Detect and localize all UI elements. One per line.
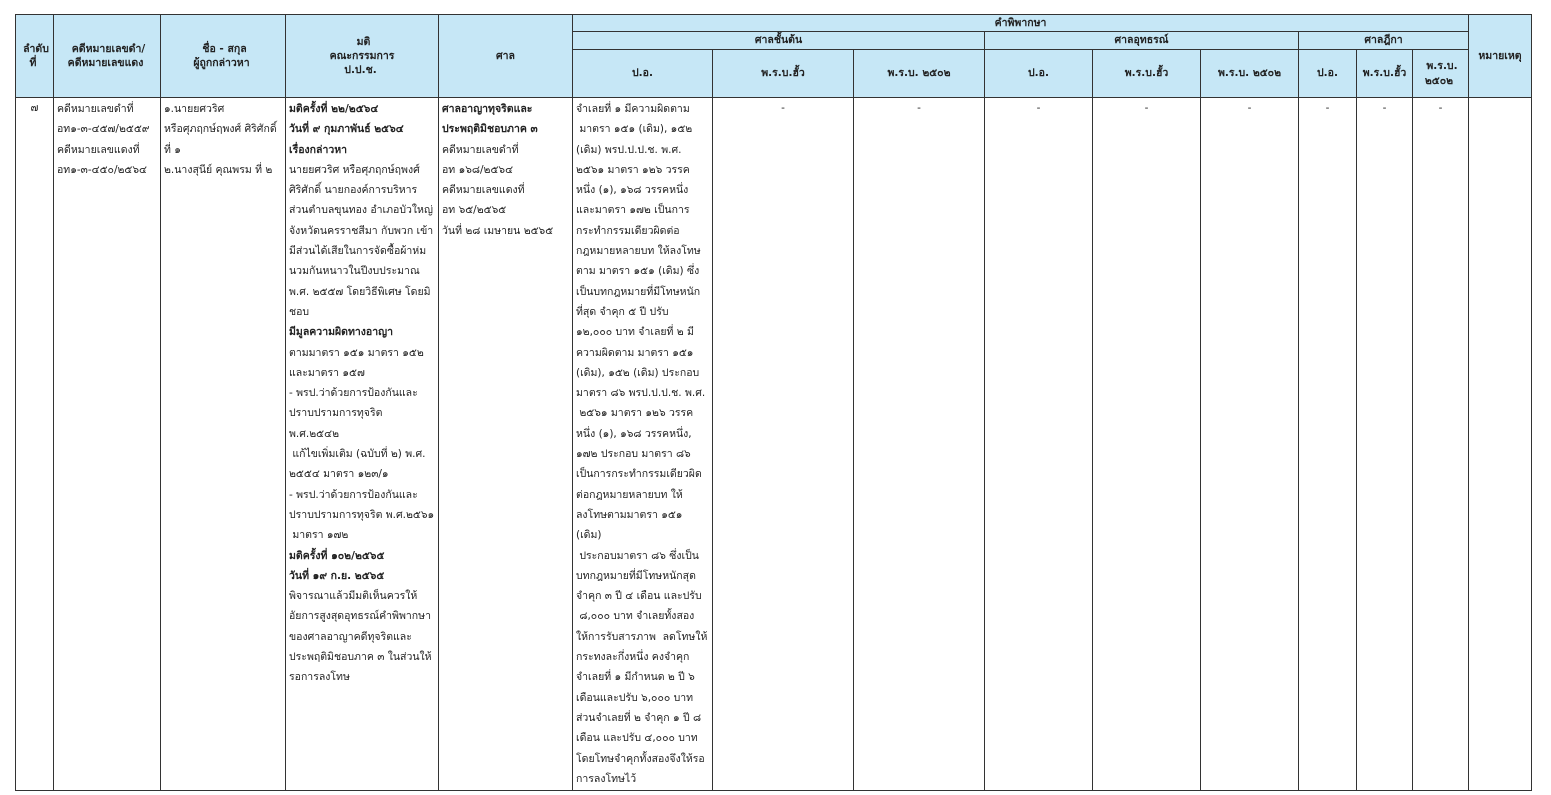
cell-remarks (1469, 98, 1532, 791)
resolution-text-1: นายยศวริศ หรือศุภฤกษ์ฤพงศ์ ศิริศักดิ์ นายกองค์การบริหารส่วนตำบลขุนทอง อำเภอบัวใหญ่ จังหวัดนครราชสีมา กับพวก เข้ามีส่วนได้เสียในการจัดซื้อผ้าห่มนวมกันหนาวในปีงบประมาณ พ.ศ. ๒๕๕๗ โดยวิธีพิเศษ โดยมิชอบ (289, 163, 434, 318)
table-row (16, 98, 1532, 791)
header-first-court: ศาลชั้นต้น (573, 32, 985, 50)
cell-resolution (286, 98, 439, 791)
header-first-2502: พ.ร.บ. ๒๕๐๒ (854, 50, 985, 98)
header-case-no: คดีหมายเลขดำ/ คดีหมายเลขแดง (54, 15, 161, 98)
header-judgment: คำพิพากษา (573, 15, 1469, 32)
header-accused: ชื่อ - สกุล ผู้ถูกกล่าวหา (161, 15, 286, 98)
cell-first-criminal: จำเลยที่ ๑ มีความผิดตาม มาตรา ๑๕๑ (เดิม), ๑๕๒ (เดิม) พรป.ป.ป.ช. พ.ศ. ๒๕๖๑ มาตรา ๑๒๖ วรรค หนึ่ง (๑), ๑๖๘ วรรคหนึ่ง และมาตรา ๑๗๒ เป็นการ กระทำกรรมเดียวผิดต่อ กฎหมายหลายบท ให้ลงโทษ ตาม มาตรา ๑๕๑ (เดิม) ซึ่ง เป็นบทกฎหมายที่มีโทษหนัก ที่สุด จำคุก ๕ ปี ปรับ ๑๒,๐๐๐ บาท จำเลยที่ ๒ มี ความผิดตาม มาตรา ๑๕๑ (เดิม), ๑๕๒ (เดิม) ประกอบ มาตรา ๘๖ พรป.ป.ป.ช. พ.ศ. ๒๕๖๑ มาตรา ๑๒๖ วรรค หนึ่ง (๑), ๑๖๘ วรรคหนึ่ง, ๑๗๒ ประกอบ มาตรา ๘๖ เป็นการกระทำกรรมเดียวผิด ต่อกฎหมายหลายบท ให้ ลงโทษตามมาตรา ๑๕๑ (เดิม) ประกอบมาตรา ๘๖ ซึ่งเป็น บทกฎหมายที่มีโทษหนักสุด จำคุก ๓ ปี ๔ เดือน และปรับ ๘,๐๐๐ บาท จำเลยทั้งสอง ให้การรับสารภาพ ลดโทษให้ กระทงละกึ่งหนึ่ง คงจำคุก จำเลยที่ ๑ มีกำหนด ๒ ปี ๖ เดือนและปรับ ๖,๐๐๐ บาท ส่วนจำเลยที่ ๒ จำคุก ๑ ปี ๘ เดือน และปรับ ๔,๐๐๐ บาท โดยโทษจำคุกทั้งสองจึงให้รอ การลงโทษไว้ (573, 98, 713, 791)
resolution-heading-2: วันที่ ๙ กุมภาพันธ์ ๒๕๖๔ (289, 123, 404, 136)
header-supreme-court: ศาลฎีกา (1299, 32, 1469, 50)
cell-appeal-pra: - (1093, 98, 1201, 791)
header-appeal-court: ศาลอุทธรณ์ (985, 32, 1299, 50)
header-supreme-pra: พ.ร.บ.ฮั้ว (1357, 50, 1413, 98)
resolution-heading-4: มีมูลความผิดทางอาญา (289, 326, 393, 339)
cell-seq: ๗ (16, 98, 54, 791)
header-court: ศาล (439, 15, 573, 98)
header-appeal-criminal: ป.อ. (985, 50, 1093, 98)
resolution-text-2: ตามมาตรา ๑๕๑ มาตรา ๑๕๒ และมาตรา ๑๕๗ - พรป.ว่าด้วยการป้องกันและปราบปรามการทุจริต พ.ศ.๒๕๔๒ แก้ไขเพิ่มเติม (ฉบับที่ ๒) พ.ศ. ๒๕๕๔ มาตรา ๑๒๓/๑ - พรป.ว่าด้วยการป้องกันและปราบปรามการทุจริต พ.ศ.๒๕๖๑ มาตรา ๑๗๒ (289, 346, 435, 542)
resolution-heading-5: มติครั้งที่ ๑๐๒/๒๕๖๕ (289, 549, 385, 562)
header-resolution: มติ คณะกรรมการ ป.ป.ช. (286, 15, 439, 98)
cell-supreme-pra: - (1357, 98, 1413, 791)
header-seq: ลำดับที่ (16, 15, 54, 98)
header-first-criminal: ป.อ. (573, 50, 713, 98)
cell-court (439, 98, 573, 791)
header-supreme-2502: พ.ร.บ. ๒๕๐๒ (1413, 50, 1469, 98)
header-appeal-pra: พ.ร.บ.ฮั้ว (1093, 50, 1201, 98)
verdict-table (15, 14, 1532, 791)
resolution-text-3: พิจารณาแล้วมีมติเห็นควรให้อัยการสูงสุดอุทธรณ์คำพิพากษาของศาลอาญาคดีทุจริตและประพฤติมิชอบภาค ๓ ในส่วนให้รอการลงโทษ (289, 590, 432, 684)
cell-supreme-2502: - (1413, 98, 1469, 791)
header-first-pra: พ.ร.บ.ฮั้ว (713, 50, 854, 98)
court-name: ศาลอาญาทุจริตและประพฤติมิชอบภาค ๓ (442, 103, 538, 136)
header-supreme-criminal: ป.อ. (1299, 50, 1357, 98)
cell-case-no: คดีหมายเลขดำที่ อท๑-๓-๔๕๗/๒๕๕๙ คดีหมายเลขแดงที่ อท๑-๓-๔๕๐/๒๕๖๔ (54, 98, 161, 791)
header-appeal-2502: พ.ร.บ. ๒๕๐๒ (1201, 50, 1299, 98)
cell-first-pra: - (713, 98, 854, 791)
cell-supreme-criminal: - (1299, 98, 1357, 791)
cell-first-2502: - (854, 98, 985, 791)
cell-appeal-2502: - (1201, 98, 1299, 791)
resolution-heading-6: วันที่ ๑๙ ก.ย. ๒๕๖๕ (289, 569, 385, 582)
header-remarks: หมายเหตุ (1469, 15, 1532, 98)
court-detail: คดีหมายเลขดำที่ อท ๑๖๘/๒๕๖๔ คดีหมายเลขแดงที่ อท ๖๕/๒๕๖๕ วันที่ ๒๘ เมษายน ๒๕๖๕ (442, 143, 554, 237)
resolution-heading-3: เรื่องกล่าวหา (289, 143, 348, 156)
cell-accused: ๑.นายยศวริศ หรือศุภฤกษ์ฤพงศ์ ศิริศักดิ์ ที่ ๑ ๒.นางสุนีย์ คุณพรม ที่ ๒ (161, 98, 286, 791)
resolution-heading-1: มติครั้งที่ ๒๒/๒๕๖๔ (289, 103, 379, 115)
cell-appeal-criminal: - (985, 98, 1093, 791)
